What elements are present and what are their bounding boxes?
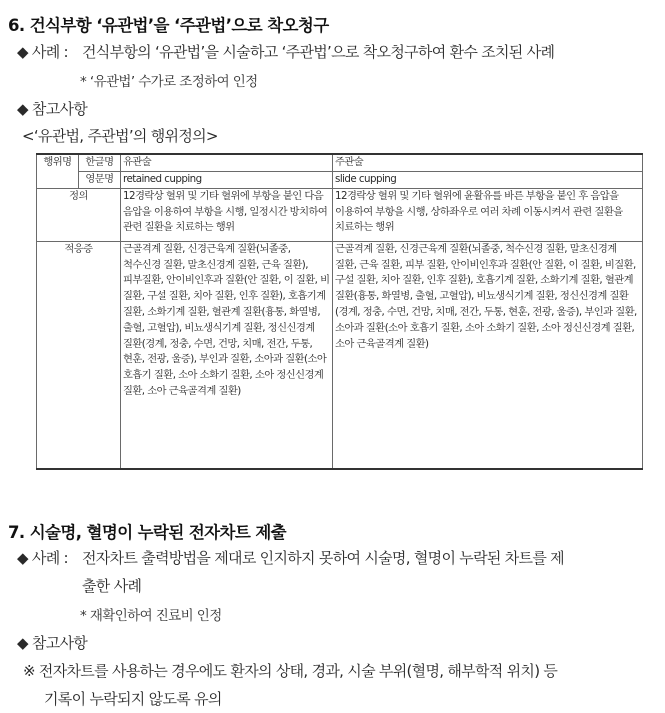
section-6-reference-label: ◆ 참고사항 xyxy=(17,100,88,118)
header-act-name: 행위명 xyxy=(37,154,79,188)
section-7-case-text-line-1: 전자차트 출력방법을 제대로 인지하지 못하여 시술명, 혈명이 누락된 차트를 제 xyxy=(82,549,564,567)
cupping-english-name: retained cupping xyxy=(121,171,333,188)
section-7-case-text-line-2: 출한 사례 xyxy=(82,577,142,595)
procedure-definition-table xyxy=(36,153,643,470)
table-definition-row xyxy=(37,188,643,241)
cupping-korean-name: 유관술 xyxy=(121,154,333,171)
cupping-definition: 12경락상 혈위 및 기타 혈위에 부항을 붙인 다음 음압을 이용하여 부항을 시행, 일정시간 방치하여 관련 질환을 치료하는 행위 xyxy=(121,188,333,241)
section-6-case-label: ◆ 사례 : xyxy=(17,43,68,61)
section-7-case-note: * 재확인하여 진료비 인정 xyxy=(80,608,222,624)
header-definition: 정의 xyxy=(37,188,121,241)
header-indication: 적응증 xyxy=(37,241,121,469)
table-caption: <‘유관법, 주관법’의 행위정의> xyxy=(22,127,218,145)
section-7-heading: 7. 시술명, 혈명이 누락된 전자차트 제출 xyxy=(8,523,287,542)
sliding-definition: 12경락상 혈위 및 기타 혈위에 윤활유를 바른 부항을 붙인 후 음압을 이용하여 부항을 시행, 상하좌우로 여러 차례 이동시켜서 관련 질환을 치료하는 행위 xyxy=(333,188,643,241)
section-7-notice-line-2: 기록이 누락되지 않도록 유의 xyxy=(44,690,222,708)
section-7-reference-label: ◆ 참고사항 xyxy=(17,634,88,652)
section-6-heading: 6. 건식부항 ‘유관법’을 ‘주관법’으로 착오청구 xyxy=(8,16,329,35)
cupping-indication: 근골격계 질환, 신경근육계 질환(뇌졸중, 척수신경 질환, 말초신경계 질환, 근육 질환), 피부질환, 안이비인후과 질환(안 질환, 이 질환, 비 질환, 구설 질환, 치아 질환, 인후 질환), 호흡기계 질환, 소화기계 질환, 혈관계 질환(흉통, 화열병, 출혈, 고혈압), 비뇨생식기계 질환, 정신신경계 질환(경계, 정충, 수면, 건망, 치매, 전간, 두통, 현훈, 전광, 울증), 부인과 질환, 소아과 질환(소아 호흡기 질환, 소아 소화기 질환, 소아 정신신경계 질환, 소아 근육골격계 질환) xyxy=(121,241,333,469)
table-header-row xyxy=(37,154,643,171)
section-7-notice-line-1: ※ 전자차트를 사용하는 경우에도 환자의 상태, 경과, 시술 부위(혈명, 해부학적 위치) 등 xyxy=(23,662,558,680)
table-indication-row xyxy=(37,241,643,469)
header-korean-name: 한글명 xyxy=(79,154,121,171)
sliding-indication: 근골격계 질환, 신경근육계 질환(뇌졸중, 척수신경 질환, 말초신경계 질환, 근육 질환, 피부 질환, 안이비인후과 질환(안 질환, 이 질환, 비질환, 구설 질환, 치아 질환, 인후 질환), 호흡기계 질환, 소화기계 질환, 혈관계 질환(흉통, 화열병, 출혈, 고혈압), 비뇨생식기계 질환, 정신신경계 질환(경계, 정충, 수면, 건망, 치매, 전간, 두통, 현훈, 전광, 울증), 부인과 질환, 소아과 질환(소아 호흡기 질환, 소아 소화기 질환, 소아 정신신경계 질환, 소아 근육골격계 질환) xyxy=(333,241,643,469)
table-english-row xyxy=(37,171,643,188)
section-6-case-note: * ‘유관법’ 수가로 조정하여 인정 xyxy=(80,74,258,90)
header-english-name: 영문명 xyxy=(79,171,121,188)
section-6-case-text: 건식부항의 ‘유관법’을 시술하고 ‘주관법’으로 착오청구하여 환수 조치된 사례 xyxy=(82,43,555,61)
section-7-case-label: ◆ 사례 : xyxy=(17,549,68,567)
sliding-english-name: slide cupping xyxy=(333,171,643,188)
sliding-korean-name: 주관술 xyxy=(333,154,643,171)
